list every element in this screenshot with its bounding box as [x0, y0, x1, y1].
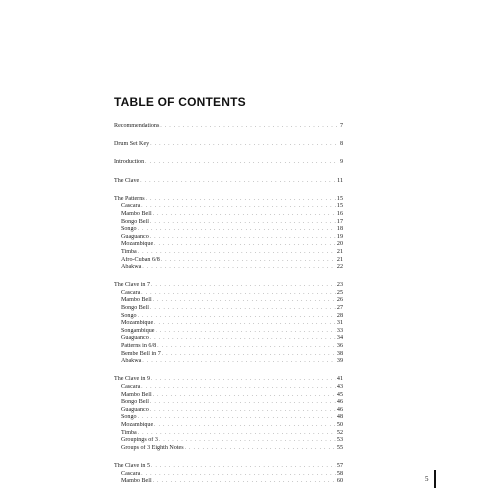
dot-leader — [153, 392, 336, 400]
toc-entry-label: Drum Set Key — [114, 141, 150, 148]
toc-entry-page: 41 — [336, 376, 343, 383]
dot-leader — [150, 219, 336, 227]
toc-entry-page: 18 — [336, 226, 343, 233]
toc-subentry[interactable] — [114, 290, 343, 298]
toc-subentry[interactable] — [114, 211, 343, 219]
toc-group — [114, 376, 343, 452]
toc-entry-page: 39 — [336, 358, 343, 365]
toc-list — [114, 123, 343, 496]
dot-leader — [153, 478, 336, 486]
toc-entry-label: Mozambique — [121, 421, 154, 428]
toc-subentry[interactable] — [114, 445, 343, 453]
dot-leader — [157, 343, 336, 351]
toc-entry-label: Cascara — [121, 384, 141, 390]
dot-leader — [138, 226, 336, 234]
toc-group — [114, 178, 343, 186]
toc-entry-label: Cascara — [121, 289, 141, 296]
dot-leader — [151, 463, 336, 471]
toc-subentry[interactable] — [114, 203, 343, 211]
toc-subentry[interactable] — [114, 478, 343, 486]
toc-entry-label: Mambo Bell — [121, 297, 152, 304]
dot-leader — [141, 203, 336, 211]
toc-subentry[interactable] — [114, 384, 343, 392]
dot-leader — [156, 328, 336, 336]
toc-subentry[interactable] — [114, 392, 343, 400]
dot-leader — [138, 313, 336, 321]
toc-subentry[interactable] — [114, 471, 343, 479]
toc-entry-page: 48 — [336, 414, 343, 421]
toc-entry-page: 31 — [336, 320, 343, 327]
dot-leader — [150, 335, 336, 343]
toc-entry-label: Patterns in 6/8 — [121, 343, 157, 350]
toc-entry-page: 38 — [336, 350, 343, 357]
toc-entry-page: 46 — [336, 406, 343, 413]
dot-leader — [138, 414, 336, 422]
toc-entry-page: 43 — [336, 384, 343, 390]
dot-leader — [141, 290, 336, 298]
toc-entry-page: 25 — [336, 289, 343, 296]
toc-entry-label: Guaguanco — [121, 406, 149, 413]
toc-group — [114, 463, 343, 486]
toc-entry-page: 20 — [336, 241, 343, 248]
toc-entry-label: Abakwa — [121, 358, 142, 365]
toc-subentry[interactable] — [114, 430, 343, 438]
toc-entry-page: 58 — [336, 470, 343, 477]
toc-entry-page: 22 — [336, 264, 343, 271]
toc-entry-label: Afro-Cuban 6/8 — [121, 256, 160, 263]
dot-leader — [150, 141, 339, 149]
toc-entry-page: 34 — [336, 335, 343, 342]
page-marker-bar — [434, 470, 436, 488]
toc-entry-label: Songo — [121, 226, 137, 233]
toc-entry-page: 16 — [336, 210, 343, 217]
toc-entry-label: Introduction — [114, 159, 145, 166]
toc-subentry[interactable] — [114, 328, 343, 336]
toc-entry[interactable] — [114, 178, 343, 186]
toc-entry-page: 21 — [336, 248, 343, 255]
dot-leader — [150, 234, 336, 242]
toc-entry[interactable] — [114, 376, 343, 384]
toc-subentry[interactable] — [114, 219, 343, 227]
toc-entry-label: Timba — [121, 429, 137, 436]
toc-subentry[interactable] — [114, 297, 343, 305]
dot-leader — [185, 445, 336, 453]
toc-entry-page: 55 — [336, 444, 343, 451]
toc-entry-page: 23 — [336, 282, 343, 289]
toc-subentry[interactable] — [114, 351, 343, 359]
toc-entry-label: The Patterns — [114, 195, 145, 202]
toc-subentry[interactable] — [114, 257, 343, 265]
toc-subentry[interactable] — [114, 437, 343, 445]
toc-entry-page: 28 — [336, 312, 343, 319]
dot-leader — [153, 211, 336, 219]
dot-leader — [146, 196, 336, 204]
toc-entry-page: 9 — [339, 159, 343, 166]
toc-entry-page: 33 — [336, 327, 343, 334]
toc-entry[interactable] — [114, 159, 343, 167]
toc-group — [114, 196, 343, 272]
toc-entry-label: Mambo Bell — [121, 391, 152, 398]
dot-leader — [154, 422, 336, 430]
dot-leader — [150, 407, 336, 415]
toc-entry-label: The Clave in 7 — [114, 282, 151, 289]
toc-entry-label: Abakwa — [121, 264, 142, 271]
toc-subentry[interactable] — [114, 264, 343, 272]
dot-leader — [161, 257, 336, 265]
toc-entry-label: The Clave in 5 — [114, 462, 151, 469]
toc-entry-page: 60 — [336, 478, 343, 485]
toc-entry-page: 27 — [336, 305, 343, 312]
dot-leader — [141, 384, 336, 392]
toc-entry-label: Mambo Bell — [121, 478, 152, 485]
toc-group — [114, 141, 343, 149]
page-title: TABLE OF CONTENTS — [114, 95, 246, 109]
toc-entry-label: Bongo Bell — [121, 218, 149, 225]
toc-entry[interactable] — [114, 141, 343, 149]
dot-leader — [138, 430, 336, 438]
toc-entry-page: 19 — [336, 233, 343, 240]
toc-entry-label: Groups of 3 Eighth Notes — [121, 444, 184, 451]
toc-subentry[interactable] — [114, 335, 343, 343]
toc-subentry[interactable] — [114, 313, 343, 321]
dot-leader — [162, 351, 336, 359]
dot-leader — [145, 159, 339, 167]
toc-entry-page: 52 — [336, 429, 343, 436]
toc-entry-page: 15 — [336, 195, 343, 202]
toc-entry-label: Bongo Bell — [121, 305, 149, 312]
toc-entry[interactable] — [114, 123, 343, 131]
toc-group — [114, 123, 343, 131]
toc-entry[interactable] — [114, 196, 343, 204]
toc-entry-page: 21 — [336, 256, 343, 263]
toc-subentry[interactable] — [114, 249, 343, 257]
toc-entry-label: Guaguanco — [121, 335, 149, 342]
dot-leader — [138, 249, 336, 257]
toc-subentry[interactable] — [114, 234, 343, 242]
dot-leader — [141, 471, 336, 479]
toc-entry-label: Songo — [121, 312, 137, 319]
dot-leader — [150, 305, 336, 313]
toc-subentry[interactable] — [114, 422, 343, 430]
dot-leader — [154, 320, 336, 328]
dot-leader — [160, 123, 339, 131]
toc-entry[interactable] — [114, 463, 343, 471]
page-number: 5 — [425, 475, 429, 483]
toc-subentry[interactable] — [114, 399, 343, 407]
toc-entry-label: Mozambique — [121, 320, 154, 327]
dot-leader — [151, 376, 336, 384]
toc-subentry[interactable] — [114, 407, 343, 415]
toc-entry-label: Groupings of 3 — [121, 437, 158, 444]
toc-entry-page: 7 — [339, 123, 343, 129]
dot-leader — [159, 437, 336, 445]
toc-entry-label: Bongo Bell — [121, 399, 149, 406]
toc-entry-label: Songambique — [121, 327, 155, 334]
toc-entry-label: Recommendations — [114, 123, 160, 129]
toc-subentry[interactable] — [114, 343, 343, 351]
toc-entry-label: Cascara — [121, 203, 141, 210]
toc-entry[interactable] — [114, 282, 343, 290]
toc-entry-page: 11 — [337, 177, 343, 184]
toc-subentry[interactable] — [114, 226, 343, 234]
dot-leader — [151, 282, 336, 290]
dot-leader — [153, 297, 336, 305]
toc-entry-page: 46 — [336, 399, 343, 406]
toc-entry-page: 15 — [336, 203, 343, 210]
toc-entry-label: Songo — [121, 414, 137, 421]
toc-entry-label: The Clave in 9 — [114, 376, 151, 383]
toc-entry-page: 53 — [336, 437, 343, 444]
toc-entry-page: 8 — [339, 141, 343, 148]
dot-leader — [142, 264, 336, 272]
toc-subentry[interactable] — [114, 358, 343, 366]
toc-subentry[interactable] — [114, 241, 343, 249]
toc-entry-label: The Clave — [114, 177, 140, 184]
toc-entry-page: 36 — [336, 343, 343, 350]
toc-entry-label: Mambo Bell — [121, 210, 152, 217]
toc-entry-label: Bembe Bell in 7 — [121, 350, 161, 357]
toc-entry-page: 26 — [336, 297, 343, 304]
dot-leader — [150, 399, 336, 407]
toc-entry-page: 57 — [336, 462, 343, 469]
toc-entry-page: 45 — [336, 391, 343, 398]
toc-entry-label: Guaguanco — [121, 233, 149, 240]
dot-leader — [140, 178, 336, 186]
toc-subentry[interactable] — [114, 414, 343, 422]
toc-entry-label: Mozambique — [121, 241, 154, 248]
toc-subentry[interactable] — [114, 305, 343, 313]
toc-group — [114, 282, 343, 366]
toc-entry-label: Cascara — [121, 470, 141, 477]
toc-entry-page: 17 — [336, 218, 343, 225]
dot-leader — [154, 241, 336, 249]
toc-entry-label: Timba — [121, 248, 137, 255]
toc-entry-page: 50 — [336, 421, 343, 428]
toc-group — [114, 159, 343, 167]
dot-leader — [142, 358, 336, 366]
toc-subentry[interactable] — [114, 320, 343, 328]
